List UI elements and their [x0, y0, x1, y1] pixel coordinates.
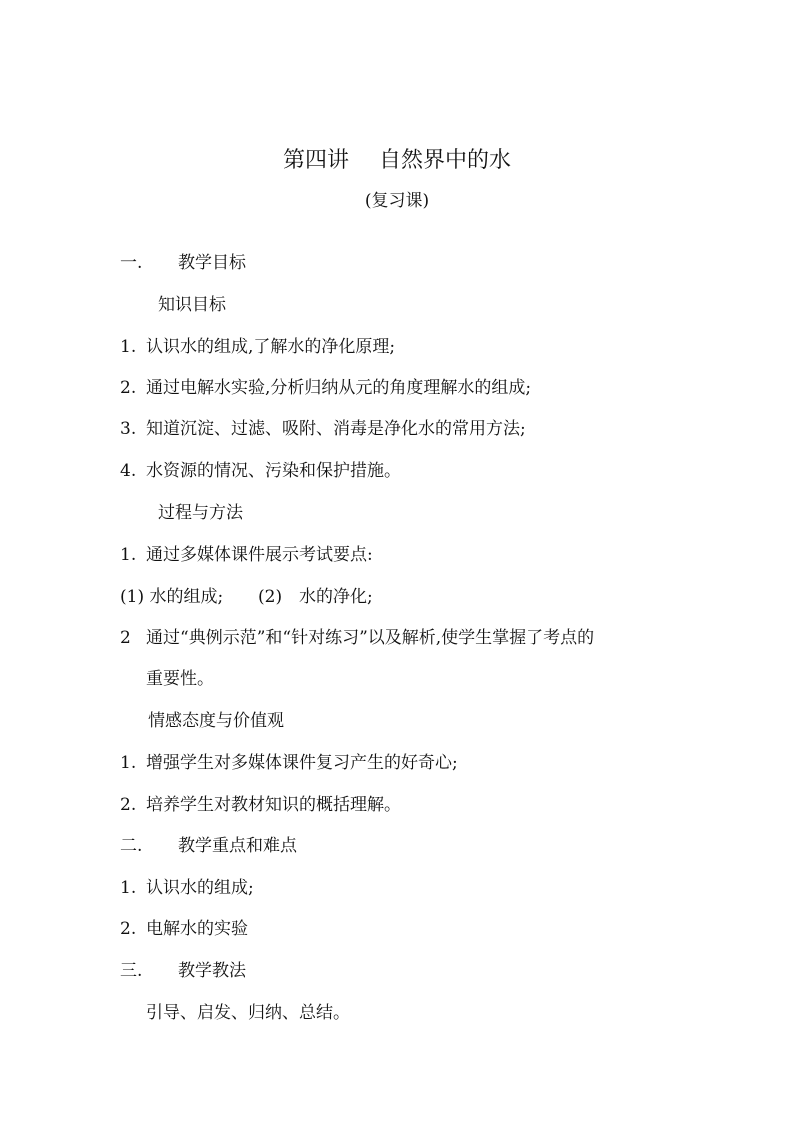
section-title: 教学目标: [178, 253, 246, 273]
list-item-number: 4.: [120, 461, 137, 481]
section-heading: [120, 252, 246, 274]
section-title: 教学教法: [178, 961, 246, 981]
list-item-text: 认识水的组成;: [146, 878, 254, 898]
list-item: [120, 336, 395, 358]
section-number: 一.: [120, 253, 143, 273]
subsection-heading: 情感态度与价值观: [148, 711, 284, 731]
section-title: 教学重点和难点: [178, 836, 297, 856]
subsection-heading: 知识目标: [158, 295, 226, 315]
list-item: [120, 918, 248, 940]
sub-item-text: 水的净化;: [298, 587, 373, 607]
list-item-number: 1.: [120, 878, 137, 898]
sub-item-number: (1): [120, 587, 145, 607]
list-item-number: 2.: [120, 919, 137, 939]
sub-item-number: (2): [258, 587, 283, 607]
title-lecture-number: 第四讲: [282, 148, 349, 173]
sub-item-text: 水的组成;: [149, 587, 224, 607]
list-item-number: 2: [120, 628, 131, 648]
list-item-text: 通过电解水实验,分析归纳从元的角度理解水的组成;: [146, 378, 532, 398]
sub-list-row: [120, 586, 373, 608]
list-item: [120, 877, 254, 899]
subsection-heading: 过程与方法: [158, 503, 243, 523]
list-item-text: 培养学生对教材知识的概括理解。: [146, 795, 401, 815]
list-item-number: 2.: [120, 378, 137, 398]
list-item: [120, 418, 526, 440]
list-item-text: 通过多媒体课件展示考试要点:: [146, 545, 373, 565]
title-topic: 自然界中的水: [379, 148, 512, 173]
list-item: [120, 627, 594, 649]
list-item-text: 电解水的实验: [146, 919, 248, 939]
list-item-number: 1.: [120, 545, 137, 565]
document-title: [0, 147, 794, 175]
list-item: [120, 377, 531, 399]
list-item-text: 增强学生对多媒体课件复习产生的好奇心;: [146, 753, 458, 773]
list-item-number: 2.: [120, 795, 137, 815]
list-item: [120, 794, 401, 816]
section-number: 二.: [120, 836, 143, 856]
list-item-number: 1.: [120, 753, 137, 773]
list-item-text: 通过“典例示范”和“针对练习”以及解析,使学生掌握了考点的: [146, 628, 595, 648]
list-item: [120, 460, 401, 482]
section-number: 三.: [120, 961, 143, 981]
list-item: [120, 752, 458, 774]
list-item-text: 水资源的情况、污染和保护措施。: [146, 461, 401, 481]
paragraph-text: 引导、启发、归纳、总结。: [146, 1003, 350, 1023]
list-item-text: 知道沉淀、过滤、吸附、消毒是净化水的常用方法;: [146, 419, 526, 439]
list-item: [120, 544, 373, 566]
document-subtitle: (复习课): [364, 191, 430, 211]
section-heading: [120, 960, 246, 982]
list-item-text: 认识水的组成,了解水的净化原理;: [146, 337, 396, 357]
list-item-continuation: 重要性。: [146, 669, 214, 689]
list-item-number: 1.: [120, 337, 137, 357]
section-heading: [120, 835, 297, 857]
list-item-number: 3.: [120, 419, 137, 439]
